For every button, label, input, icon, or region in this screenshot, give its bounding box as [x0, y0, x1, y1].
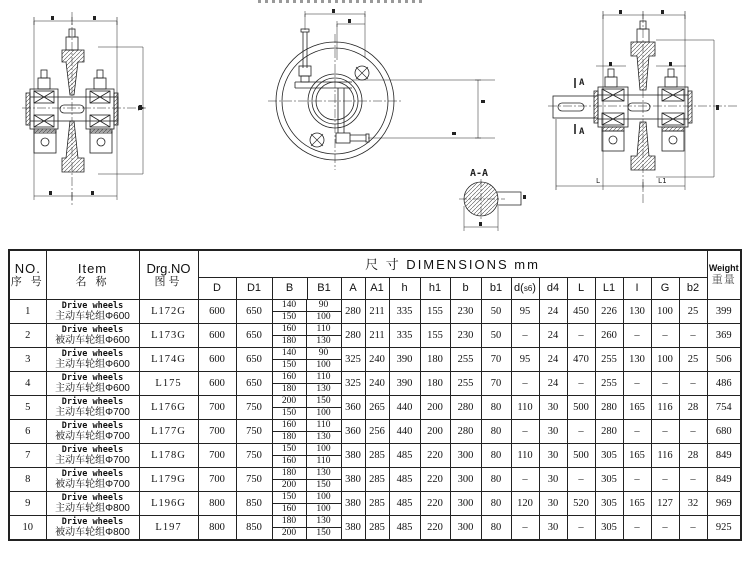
cell: 280	[450, 395, 481, 419]
cell: 130	[623, 347, 651, 371]
table-row	[9, 323, 741, 347]
col-header-no	[9, 250, 46, 299]
cell: 80	[481, 443, 511, 467]
bracket-plate	[295, 82, 352, 88]
cell: 750	[236, 443, 272, 467]
dim-label-mark	[479, 222, 482, 226]
cell: 8	[9, 467, 46, 491]
cell: 380	[341, 467, 365, 491]
cell: 211	[365, 299, 389, 323]
cell: 155	[420, 299, 450, 323]
cell: –	[679, 371, 707, 395]
cell: 155	[420, 323, 450, 347]
table-row	[9, 515, 741, 540]
cell: 30	[539, 443, 567, 467]
bracket	[662, 131, 684, 151]
cell: 30	[539, 395, 567, 419]
dim-label-mark	[452, 132, 456, 135]
cell: 700	[198, 443, 236, 467]
cell: 750	[236, 467, 272, 491]
oil-cup	[41, 138, 49, 146]
cell: 3	[9, 347, 46, 371]
cell: –	[623, 515, 651, 540]
cell: 240	[365, 347, 389, 371]
cell: 369	[707, 323, 741, 347]
bracket	[602, 131, 624, 151]
cell: 50	[481, 299, 511, 323]
cell: 390	[389, 347, 420, 371]
dim-label-mark	[716, 105, 719, 110]
cell: 25	[679, 347, 707, 371]
cell: 849	[707, 443, 741, 467]
cell: 80	[481, 491, 511, 515]
dim-label-mark	[619, 10, 622, 14]
right-wheel-section-view	[548, 10, 738, 205]
drg-label-en: Drg.NO	[146, 260, 191, 276]
item-cell: Drive wheels 主动车轮组Φ700	[46, 443, 139, 467]
cell: 305	[595, 443, 623, 467]
col-header: B	[272, 277, 307, 299]
cell: 470	[567, 347, 595, 371]
col-header-drg	[139, 250, 198, 299]
keyway	[628, 103, 650, 111]
cell: –	[623, 323, 651, 347]
cell: 165	[623, 395, 651, 419]
dim-label-mark	[332, 9, 335, 13]
cell: 440	[389, 395, 420, 419]
col-header: A	[341, 277, 365, 299]
cell: 230	[450, 323, 481, 347]
cell: 600	[198, 347, 236, 371]
col-header: b1	[481, 277, 511, 299]
cell: 180	[420, 347, 450, 371]
weight-label-en: Weight	[708, 263, 739, 274]
cell: 300	[450, 491, 481, 515]
dim-label-mark	[661, 10, 664, 14]
dim-label-L: L	[596, 177, 601, 185]
cell: –	[511, 371, 539, 395]
cell: 380	[341, 443, 365, 467]
dim-label-mark	[669, 62, 672, 66]
cell: –	[679, 515, 707, 540]
cell: 800	[198, 515, 236, 540]
table-row	[9, 371, 741, 395]
cell: 220	[420, 491, 450, 515]
cell: 680	[707, 419, 741, 443]
cell: 30	[539, 467, 567, 491]
cell: 440	[389, 419, 420, 443]
cell: 325	[341, 371, 365, 395]
col-header: D1	[236, 277, 272, 299]
cell: 380	[341, 515, 365, 540]
bracket-arm	[338, 88, 344, 133]
cell: –	[651, 323, 679, 347]
cell: 300	[450, 443, 481, 467]
item-cell: Drive wheels 主动车轮组Φ700	[46, 395, 139, 419]
cell: 750	[236, 395, 272, 419]
cell: 700	[198, 467, 236, 491]
cell: 600	[198, 299, 236, 323]
cell: 486	[707, 371, 741, 395]
split-b-b1-cell: 180 130 200 150	[272, 515, 341, 540]
section-label: A-A	[470, 168, 489, 179]
cell: 280	[341, 323, 365, 347]
table-row	[9, 467, 741, 491]
cell: 485	[389, 443, 420, 467]
split-b-b1-cell: 150 100 160 100	[272, 491, 341, 515]
cell: 9	[9, 491, 46, 515]
cell: 95	[511, 347, 539, 371]
bracket	[90, 131, 112, 153]
col-header: d4	[539, 277, 567, 299]
cell: 240	[365, 371, 389, 395]
cell: 200	[420, 419, 450, 443]
bearing-cap	[594, 91, 598, 123]
no-label-zh: 序 号	[10, 275, 45, 288]
cell: 390	[389, 371, 420, 395]
cell: 335	[389, 299, 420, 323]
cell: 200	[420, 395, 450, 419]
grease-fitting	[605, 77, 617, 87]
cell: 10	[9, 515, 46, 540]
cell: 24	[539, 323, 567, 347]
cell: 335	[389, 323, 420, 347]
cell: 500	[567, 395, 595, 419]
item-cell: Drive wheels 被动车轮组Φ600	[46, 323, 139, 347]
cell: 285	[365, 443, 389, 467]
cell: 255	[595, 371, 623, 395]
dim-label-mark	[51, 16, 54, 20]
split-b-b1-cell: 200 150 150 100	[272, 395, 341, 419]
cell: –	[511, 515, 539, 540]
cell: 24	[539, 371, 567, 395]
cell: 285	[365, 467, 389, 491]
cell: 506	[707, 347, 741, 371]
cell: 520	[567, 491, 595, 515]
cell: –	[679, 323, 707, 347]
cell: 220	[420, 443, 450, 467]
cell: 650	[236, 371, 272, 395]
cell: –	[679, 419, 707, 443]
cell: 226	[595, 299, 623, 323]
cell: L175	[139, 371, 198, 395]
item-cell: Drive wheels 主动车轮组Φ600	[46, 299, 139, 323]
cell: 220	[420, 467, 450, 491]
cell: L178G	[139, 443, 198, 467]
key-slot	[497, 192, 521, 205]
dim-label-L1: L1	[658, 177, 667, 185]
cell: –	[623, 371, 651, 395]
item-cell: Drive wheels 主动车轮组Φ800	[46, 491, 139, 515]
cell: –	[567, 515, 595, 540]
cell: 399	[707, 299, 741, 323]
col-header: b2	[679, 277, 707, 299]
cell: L197	[139, 515, 198, 540]
cell: 650	[236, 299, 272, 323]
cell: 280	[595, 419, 623, 443]
shaft-keyway	[558, 103, 584, 111]
split-b-b1-cell: 160 110 180 130	[272, 323, 341, 347]
cell: 24	[539, 347, 567, 371]
cell: L179G	[139, 467, 198, 491]
bearing-housing	[598, 87, 628, 127]
bearing-housing	[658, 87, 688, 127]
col-header: I	[623, 277, 651, 299]
table-row	[9, 299, 741, 323]
table-body	[9, 299, 741, 540]
cell: L177G	[139, 419, 198, 443]
cell: 80	[481, 467, 511, 491]
table-row	[9, 491, 741, 515]
cell: –	[511, 467, 539, 491]
cell: 30	[539, 515, 567, 540]
cell: 7	[9, 443, 46, 467]
cell: 265	[365, 395, 389, 419]
cell: –	[567, 371, 595, 395]
cell: 285	[365, 491, 389, 515]
cell: 127	[651, 491, 679, 515]
cell: 180	[420, 371, 450, 395]
cell: 100	[651, 347, 679, 371]
dimensions-table	[8, 249, 742, 541]
cell: 650	[236, 347, 272, 371]
col-header: L1	[595, 277, 623, 299]
cell: 280	[450, 419, 481, 443]
bracket	[34, 131, 56, 153]
cell: 500	[567, 443, 595, 467]
cell: 450	[567, 299, 595, 323]
cell: 325	[341, 347, 365, 371]
cell: 800	[198, 491, 236, 515]
weight-label-zh: 重量	[711, 274, 736, 287]
item-cell: Drive wheels 主动车轮组Φ600	[46, 371, 139, 395]
cell: 80	[481, 395, 511, 419]
no-label-en: NO.	[14, 260, 41, 276]
cell: –	[679, 467, 707, 491]
col-header: A1	[365, 277, 389, 299]
bearing-cap	[688, 91, 692, 123]
cell: 305	[595, 515, 623, 540]
grease-fitting	[38, 78, 50, 89]
cell: –	[567, 467, 595, 491]
cell: 110	[511, 443, 539, 467]
cell: 70	[481, 371, 511, 395]
cell: 116	[651, 443, 679, 467]
cell: –	[567, 323, 595, 347]
cell: 100	[651, 299, 679, 323]
cell: 925	[707, 515, 741, 540]
cell: 300	[450, 515, 481, 540]
cell: L176G	[139, 395, 198, 419]
cell: 650	[236, 323, 272, 347]
col-header: B1	[307, 277, 341, 299]
item-label-zh: 名 称	[75, 275, 110, 288]
oil-cup	[97, 138, 105, 146]
cell: L172G	[139, 299, 198, 323]
dim-label-mark	[481, 100, 485, 103]
dim-label-mark	[523, 195, 526, 199]
grease-fitting	[94, 78, 106, 89]
cell: 30	[539, 419, 567, 443]
cell: –	[511, 419, 539, 443]
dimensions-title: 尺 寸 DIMENSIONS mm	[198, 250, 707, 277]
split-b-b1-cell: 140 90 150 100	[272, 347, 341, 371]
cell: 700	[198, 395, 236, 419]
dim-label-mark	[49, 191, 52, 195]
cell: –	[623, 467, 651, 491]
section-a-a-detail	[459, 168, 526, 231]
cell: –	[511, 323, 539, 347]
left-wheel-section-view	[22, 12, 146, 205]
col-header: b	[450, 277, 481, 299]
shaft	[30, 97, 118, 121]
cell: 850	[236, 515, 272, 540]
split-b-b1-cell: 150 100 160 110	[272, 443, 341, 467]
cell: 80	[481, 419, 511, 443]
split-b-b1-cell: 160 110 180 130	[272, 371, 341, 395]
cell: 2	[9, 323, 46, 347]
cell: 485	[389, 491, 420, 515]
technical-drawings	[0, 0, 750, 246]
table-row	[9, 419, 741, 443]
pipe-nut	[299, 66, 311, 76]
cell: 116	[651, 395, 679, 419]
cell: 211	[365, 323, 389, 347]
oil-cup	[609, 136, 617, 144]
cell: –	[651, 419, 679, 443]
oil-cup	[669, 136, 677, 144]
split-b-b1-cell: 160 110 180 130	[272, 419, 341, 443]
cell: 850	[236, 491, 272, 515]
cell: 280	[341, 299, 365, 323]
cell: 80	[481, 515, 511, 540]
cell: 360	[341, 419, 365, 443]
cell: 255	[450, 371, 481, 395]
grease-fitting	[665, 77, 677, 87]
cell: 849	[707, 467, 741, 491]
cell: 30	[539, 491, 567, 515]
cell: 50	[481, 323, 511, 347]
dim-label-mark	[93, 16, 96, 20]
cell: 600	[198, 323, 236, 347]
cell: 6	[9, 419, 46, 443]
col-header: h	[389, 277, 420, 299]
cell: 485	[389, 467, 420, 491]
dim-label-mark	[91, 191, 94, 195]
cell: 28	[679, 395, 707, 419]
cell: 1	[9, 299, 46, 323]
cell: 380	[341, 491, 365, 515]
cell: 4	[9, 371, 46, 395]
cell: 120	[511, 491, 539, 515]
cell: 255	[595, 347, 623, 371]
col-header: D	[198, 277, 236, 299]
cell: –	[567, 419, 595, 443]
cell: 300	[450, 467, 481, 491]
item-cell: Drive wheels 主动车轮组Φ600	[46, 347, 139, 371]
col-header: L	[567, 277, 595, 299]
cell: 255	[450, 347, 481, 371]
cell: 32	[679, 491, 707, 515]
cell: 305	[595, 467, 623, 491]
cell: 28	[679, 443, 707, 467]
cell: –	[651, 467, 679, 491]
bearing-cap	[114, 93, 118, 125]
drg-label-zh: 图号	[154, 275, 183, 288]
cell: 165	[623, 443, 651, 467]
table-row	[9, 395, 741, 419]
dim-label-mark	[139, 105, 142, 110]
cell: L196G	[139, 491, 198, 515]
cut-mark-label: A	[579, 78, 585, 88]
col-header-item	[46, 250, 139, 299]
col-header: G	[651, 277, 679, 299]
cell: 969	[707, 491, 741, 515]
split-b-b1-cell: 180 130 200 150	[272, 467, 341, 491]
cell: 70	[481, 347, 511, 371]
cell: 360	[341, 395, 365, 419]
dim-label-mark	[609, 62, 612, 66]
cell: 220	[420, 515, 450, 540]
cell: 485	[389, 515, 420, 540]
cell: 280	[595, 395, 623, 419]
col-header: d(s6)	[511, 277, 539, 299]
cell: L174G	[139, 347, 198, 371]
cell: –	[651, 371, 679, 395]
col-header-weight	[707, 250, 741, 299]
cell: 25	[679, 299, 707, 323]
dim-label-mark	[348, 19, 351, 23]
cell: 750	[236, 419, 272, 443]
item-cell: Drive wheels 被动车轮组Φ800	[46, 515, 139, 540]
cell: 95	[511, 299, 539, 323]
cell: –	[623, 419, 651, 443]
cell: 165	[623, 491, 651, 515]
cell: 754	[707, 395, 741, 419]
cut-mark-label: A	[579, 127, 585, 137]
cell: –	[651, 515, 679, 540]
cell: 24	[539, 299, 567, 323]
cell: 256	[365, 419, 389, 443]
table-row	[9, 347, 741, 371]
cell: 110	[511, 395, 539, 419]
cell: 305	[595, 491, 623, 515]
cell: 230	[450, 299, 481, 323]
front-wheel-view	[268, 9, 495, 170]
cell: 600	[198, 371, 236, 395]
cell: L173G	[139, 323, 198, 347]
cell: 285	[365, 515, 389, 540]
item-label-en: Item	[77, 260, 108, 276]
table-row	[9, 443, 741, 467]
cell: 5	[9, 395, 46, 419]
cell: 130	[623, 299, 651, 323]
col-header: h1	[420, 277, 450, 299]
cell: 260	[595, 323, 623, 347]
drive-shaft-extension	[553, 96, 598, 118]
split-b-b1-cell: 140 90 150 100	[272, 299, 341, 323]
item-cell: Drive wheels 被动车轮组Φ700	[46, 419, 139, 443]
bearing-cap	[26, 93, 30, 125]
cell: 700	[198, 419, 236, 443]
item-cell: Drive wheels 被动车轮组Φ700	[46, 467, 139, 491]
